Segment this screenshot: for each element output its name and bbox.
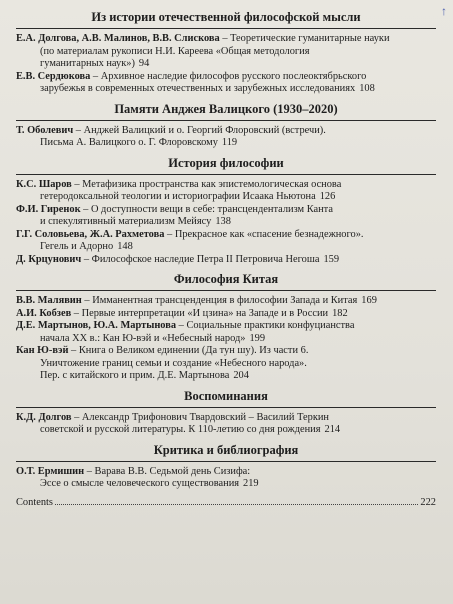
toc-entry: [16, 308, 436, 321]
page-number: 148: [117, 241, 133, 252]
toc-entry: [16, 229, 436, 254]
page-number: 199: [249, 332, 266, 344]
section-rule: [16, 290, 436, 291]
contents-label: Contents: [16, 496, 53, 508]
entry-authors: К.С. Шаров: [16, 178, 72, 190]
section-title: Критика и библиография: [153, 442, 299, 457]
entry-text: [40, 358, 307, 369]
entry-line: [16, 241, 436, 254]
entry-title: начала XX в.: Кан Ю-вэй и «Небесный народ»: [40, 332, 246, 344]
entry-title: – Варава В.В. Седьмой день Сизифа:: [84, 465, 251, 477]
page-number: 119: [221, 137, 238, 148]
entry-authors: Г.Г. Соловьева, Ж.А. Рахметова: [16, 228, 165, 240]
entry-line: [16, 58, 436, 71]
toc-entry: [16, 71, 436, 96]
toc-entry: [16, 412, 436, 437]
entry-title: – Теоретические гуманитарные науки: [219, 33, 390, 44]
entry-title: гетеродоксальной теологии и историографии Исаака Ньютона: [40, 191, 316, 202]
entry-line: [16, 179, 436, 192]
toc-entry: [16, 466, 436, 491]
entry-title: – Первые интерпретации «И цзина» на Западе и в России: [71, 307, 329, 319]
toc-entry: [16, 320, 436, 345]
section-title: История философии: [168, 155, 284, 170]
entry-title: – О доступности вещи в себе: трансцендентализм Канта: [80, 203, 333, 215]
page-number: 94: [138, 58, 150, 69]
page-number: 108: [359, 83, 375, 94]
entry-text: [40, 83, 355, 94]
entry-authors: В.В. Малявин: [16, 295, 82, 306]
entry-line: [16, 333, 436, 346]
entry-text: [40, 191, 316, 202]
entry-text: [40, 216, 211, 227]
toc-entry: [16, 125, 436, 150]
page-number: 182: [332, 307, 348, 319]
entry-text: [40, 478, 239, 489]
entry-title: Гегель и Адорно: [40, 241, 114, 252]
table-of-contents: [16, 10, 436, 509]
section-title: Памяти Анджея Валицкого (1930–2020): [114, 101, 338, 116]
toc-entry: [16, 295, 436, 308]
entry-title: – Книга о Великом единении (Да тун шу). Из части 6.: [68, 345, 309, 356]
entry-authors: О.Т. Ермишин: [16, 465, 85, 477]
section-rule: [16, 461, 436, 462]
entry-text: [40, 241, 113, 252]
entry-line: [16, 83, 436, 96]
section-rule: [16, 120, 436, 121]
entry-title: гуманитарных наук»): [40, 58, 135, 69]
entry-text: [40, 424, 321, 435]
section-rule: [16, 174, 436, 175]
entry-text: [40, 333, 245, 344]
entry-line: [16, 254, 436, 267]
entry-authors: Е.В. Сердюкова: [16, 70, 91, 82]
section-title: Философия Китая: [173, 272, 279, 286]
entry-text: [40, 137, 218, 148]
entry-text: [40, 46, 310, 57]
entry-line: [16, 216, 436, 229]
section-title: Из истории отечественной философской мысли: [91, 10, 361, 24]
entry-line: [16, 424, 436, 437]
entry-text: [16, 320, 354, 331]
entry-title: – Философское наследие Петра II Петровича Негоша: [81, 253, 320, 265]
pen-mark: ↑: [441, 4, 447, 18]
entry-line: [16, 412, 436, 425]
entry-authors: Кан Ю-вэй: [16, 345, 69, 356]
entry-authors: Д. Крцунович: [16, 253, 82, 265]
entry-line: [16, 204, 436, 217]
entry-title: Уничтожение границ семьи и создание «Небесного народа».: [40, 357, 307, 369]
entry-text: [16, 254, 319, 265]
entry-line: [16, 125, 436, 138]
section-rule: [16, 28, 436, 29]
entry-line: [16, 295, 436, 308]
entry-title: – Социальные практики конфуцианства: [176, 320, 355, 331]
entry-title: Письма А. Валицкого о. Г. Флоровскому: [40, 137, 218, 148]
entry-title: зарубежья в современных отечественных и зарубежных исследованиях: [40, 83, 356, 94]
page-number: 222: [420, 496, 436, 508]
entry-title: Эссе о смысле человеческого существования: [40, 478, 240, 489]
entry-text: [16, 345, 308, 356]
leader-dots: [55, 504, 418, 505]
entry-title: советской и русской литературы. К 110-летию со дня рождения: [40, 424, 321, 435]
entry-authors: Д.Е. Мартынов, Ю.А. Мартынова: [16, 320, 177, 331]
entry-text: [16, 466, 250, 477]
entry-title: – Метафизика пространства как эпистемологическая основа: [71, 178, 342, 190]
entry-text: [16, 229, 364, 240]
entry-title: (по материалам рукописи Н.И. Кареева «Общая методология: [40, 45, 310, 57]
toc-entry: [16, 33, 436, 71]
toc-entry: [16, 345, 436, 383]
entry-line: [16, 478, 436, 491]
entry-line: [16, 46, 436, 59]
section-title: Воспоминания: [184, 388, 268, 403]
entry-line: [16, 229, 436, 242]
entry-line: [16, 358, 436, 371]
entry-authors: А.И. Кобзев: [16, 307, 72, 319]
entry-text: [40, 370, 229, 381]
entry-text: [16, 412, 329, 423]
entry-text: [16, 308, 328, 319]
entry-text: [40, 58, 135, 69]
entry-text: [16, 179, 341, 190]
contents-entry: [16, 497, 436, 510]
entry-text: [16, 295, 357, 306]
entry-title: – Александр Трифонович Твардовский – Василий Теркин: [71, 411, 329, 423]
entry-line: [16, 308, 436, 321]
entry-authors: Ф.И. Гиренок: [16, 203, 81, 215]
entry-text: [16, 71, 366, 82]
entry-line: [16, 466, 436, 479]
entry-title: Пер. с китайского и прим. Д.Е. Мартынова: [40, 370, 230, 381]
entry-text: [16, 204, 333, 215]
toc-entry: [16, 179, 436, 204]
toc-entry: [16, 204, 436, 229]
entry-line: [16, 33, 436, 46]
entry-title: – Прекрасное как «спасение безнадежного».: [164, 228, 364, 240]
section-rule: [16, 407, 436, 408]
page-number: 169: [361, 295, 377, 306]
page-number: 204: [233, 370, 249, 381]
entry-authors: Т. Оболевич: [16, 124, 74, 136]
toc-entry: [16, 254, 436, 267]
entry-line: [16, 370, 436, 383]
entry-line: [16, 71, 436, 84]
entry-authors: Е.А. Долгова, А.В. Малинов, В.В. Слискова: [16, 33, 220, 44]
page-number: 126: [319, 191, 336, 202]
entry-text: [16, 125, 326, 136]
entry-title: – Имманентная трансценденция в философии Запада и Китая: [81, 295, 358, 306]
entry-title: и спекулятивный материализм Мейясу: [40, 216, 212, 227]
page-number: 214: [324, 424, 341, 435]
page-number: 159: [323, 253, 340, 265]
entry-title: – Архивное наследие философов русского послеоктябрьского: [90, 70, 367, 82]
page-number: 138: [215, 216, 231, 227]
entry-line: [16, 320, 436, 333]
entry-line: [16, 345, 436, 358]
entry-title: – Анджей Валицкий и о. Георгий Флоровский (встречи).: [73, 124, 326, 136]
page-number: 219: [243, 478, 259, 489]
entry-authors: К.Д. Долгов: [16, 411, 72, 423]
entry-text: [16, 33, 390, 44]
entry-line: [16, 137, 436, 150]
entry-line: [16, 191, 436, 204]
